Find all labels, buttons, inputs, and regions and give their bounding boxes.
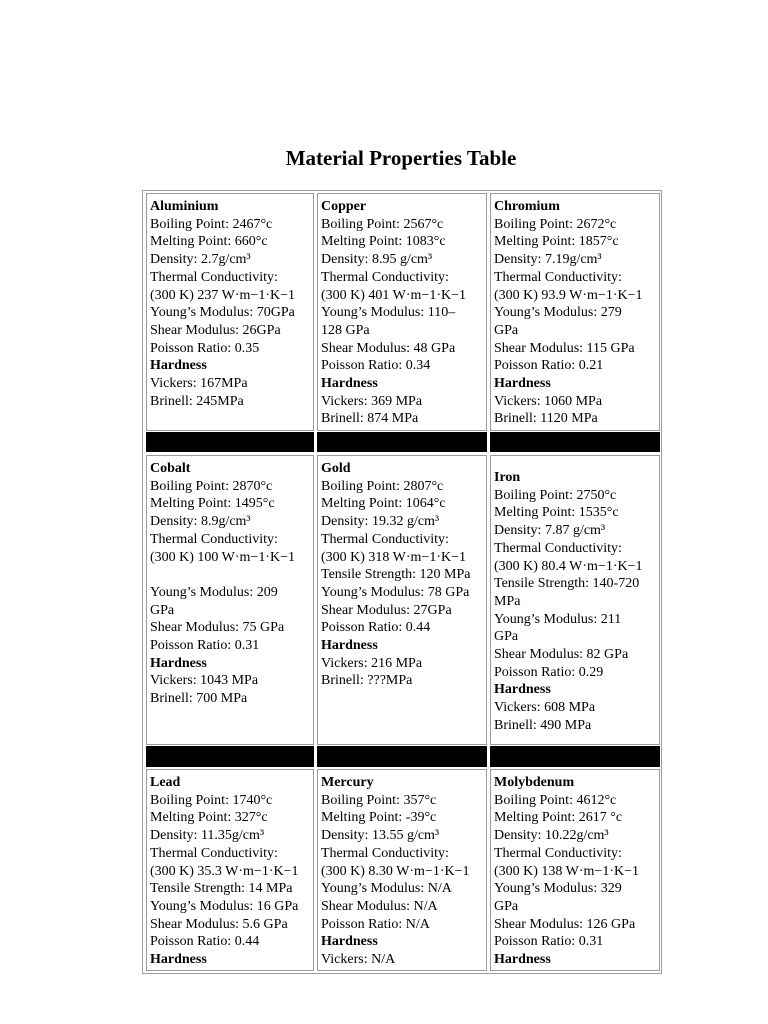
property-line: Young’s Modulus: 16 GPa (150, 898, 299, 914)
property-line: Poisson Ratio: 0.34 (321, 358, 431, 374)
row-separator-bar (490, 746, 660, 767)
material-name: Cobalt (150, 461, 191, 476)
property-line: Thermal Conductivity: (321, 531, 449, 547)
property-line: Young’s Modulus: 209 (150, 584, 278, 600)
property-line: Thermal Conductivity: (150, 845, 278, 861)
property-line: Tensile Strength: 140-720 (494, 576, 640, 592)
property-line: Thermal Conductivity: (494, 540, 622, 556)
row-separator-bar (317, 432, 487, 452)
property-line: (300 K) 237 W·m−1·K−1 (150, 287, 296, 303)
property-line: Shear Modulus: 126 GPa (494, 916, 636, 932)
property-line: Thermal Conductivity: (494, 845, 622, 861)
property-line: Boiling Point: 4612°c (494, 792, 617, 808)
property-line: Young’s Modulus: 110– (321, 305, 456, 321)
material-cell-chromium (490, 193, 660, 431)
property-line: Shear Modulus: 48 GPa (321, 340, 456, 356)
material-name: Gold (321, 461, 351, 476)
property-line: Thermal Conductivity: (494, 269, 622, 285)
property-line: GPa (150, 602, 175, 618)
hardness-line: Vickers: 608 MPa (494, 700, 596, 716)
hardness-line: Brinell: 1120 MPa (494, 411, 598, 427)
hardness-line: Vickers: 167MPa (150, 376, 248, 392)
property-line: Poisson Ratio: 0.44 (321, 620, 431, 636)
property-line: MPa (494, 593, 521, 609)
hardness-line: Brinell: 700 MPa (150, 691, 248, 707)
property-line: Young’s Modulus: N/A (321, 881, 452, 897)
property-line: Young’s Modulus: 329 (494, 881, 622, 897)
property-line: Young’s Modulus: 211 (494, 611, 622, 627)
hardness-heading: Hardness (494, 952, 551, 968)
material-name: Mercury (321, 775, 374, 790)
property-line: Shear Modulus: 27GPa (321, 602, 452, 618)
property-line: Poisson Ratio: 0.31 (494, 934, 604, 950)
property-line: Poisson Ratio: 0.44 (150, 934, 260, 950)
material-name: Copper (321, 199, 367, 214)
material-cell-cobalt (146, 455, 314, 745)
property-line: Shear Modulus: 5.6 GPa (150, 916, 288, 932)
property-line: Melting Point: 660°c (150, 234, 268, 250)
property-line: Density: 7.87 g/cm³ (494, 523, 606, 539)
property-line: Density: 10.22g/cm³ (494, 828, 609, 844)
property-line: Boiling Point: 2750°c (494, 487, 617, 503)
property-line: Thermal Conductivity: (321, 845, 449, 861)
hardness-line: Vickers: 1060 MPa (494, 393, 603, 409)
row-separator-bar (146, 432, 314, 452)
property-line: Melting Point: 1064°c (321, 496, 446, 512)
page-title: Material Properties Table (285, 146, 517, 170)
material-name: Aluminium (150, 199, 219, 214)
hardness-heading: Hardness (494, 682, 551, 698)
property-line: Boiling Point: 357°c (321, 792, 437, 808)
property-line: (300 K) 8.30 W·m−1·K−1 (321, 863, 470, 879)
property-line: (300 K) 318 W·m−1·K−1 (321, 549, 467, 565)
properties-table (142, 190, 662, 974)
hardness-heading: Hardness (321, 376, 378, 392)
material-name: Molybdenum (494, 775, 575, 790)
property-line: Boiling Point: 2870°c (150, 478, 273, 494)
material-name: Chromium (494, 199, 560, 214)
property-line: Poisson Ratio: 0.35 (150, 340, 260, 356)
property-line: Density: 13.55 g/cm³ (321, 828, 440, 844)
hardness-heading: Hardness (150, 655, 207, 671)
property-line: Boiling Point: 1740°c (150, 792, 273, 808)
property-line: Shear Modulus: 115 GPa (494, 340, 635, 356)
hardness-line: Vickers: 1043 MPa (150, 673, 259, 689)
hardness-heading: Hardness (321, 638, 378, 654)
property-line: Poisson Ratio: N/A (321, 916, 430, 932)
property-line: GPa (494, 322, 519, 338)
hardness-line: Brinell: 490 MPa (494, 717, 592, 733)
property-line: Melting Point: 1495°c (150, 496, 275, 512)
property-line: Melting Point: 1083°c (321, 234, 446, 250)
property-line: Shear Modulus: 75 GPa (150, 620, 285, 636)
property-line: Density: 8.95 g/cm³ (321, 252, 433, 268)
property-line: Poisson Ratio: 0.21 (494, 358, 604, 374)
material-name: Iron (494, 470, 521, 485)
property-line: (300 K) 100 W·m−1·K−1 (150, 549, 296, 565)
property-line: Shear Modulus: 26GPa (150, 322, 281, 338)
property-line: Young’s Modulus: 78 GPa (321, 584, 470, 600)
material-cell-molybdenum (490, 769, 660, 971)
property-line: Young’s Modulus: 279 (494, 305, 622, 321)
row-separator-bar (317, 746, 487, 767)
material-cell-iron (490, 455, 660, 745)
material-cell-mercury (317, 769, 487, 971)
property-line: Density: 8.9g/cm³ (150, 514, 251, 530)
property-line: (300 K) 93.9 W·m−1·K−1 (494, 287, 643, 303)
hardness-line: Brinell: 245MPa (150, 393, 244, 409)
property-line: Density: 2.7g/cm³ (150, 252, 251, 268)
property-line: Young’s Modulus: 70GPa (150, 305, 295, 321)
blank-line (150, 566, 311, 584)
hardness-heading: Hardness (321, 934, 378, 950)
property-line: Boiling Point: 2672°c (494, 216, 617, 232)
row-separator-bar (490, 432, 660, 452)
property-line: Thermal Conductivity: (321, 269, 449, 285)
property-line: Density: 11.35g/cm³ (150, 828, 265, 844)
material-cell-lead (146, 769, 314, 971)
row-separator-bar (146, 746, 314, 767)
hardness-heading: Hardness (150, 358, 207, 374)
property-line: Thermal Conductivity: (150, 269, 278, 285)
property-line: Shear Modulus: 82 GPa (494, 647, 629, 663)
property-line: Shear Modulus: N/A (321, 898, 438, 914)
property-line: GPa (494, 629, 519, 645)
hardness-line: Vickers: N/A (321, 952, 396, 968)
hardness-line: Vickers: 216 MPa (321, 655, 423, 671)
hardness-heading: Hardness (150, 952, 207, 968)
property-line: Melting Point: 1535°c (494, 505, 619, 521)
property-line: (300 K) 35.3 W·m−1·K−1 (150, 863, 299, 879)
hardness-line: Brinell: ???MPa (321, 673, 413, 689)
property-line: Poisson Ratio: 0.31 (150, 638, 260, 654)
property-line: Boiling Point: 2467°c (150, 216, 273, 232)
property-line: Tensile Strength: 14 MPa (150, 881, 293, 897)
property-line: Melting Point: 2617 °c (494, 810, 623, 826)
property-line: (300 K) 138 W·m−1·K−1 (494, 863, 640, 879)
property-line: (300 K) 80.4 W·m−1·K−1 (494, 558, 643, 574)
property-line: Melting Point: 327°c (150, 810, 268, 826)
property-line: Tensile Strength: 120 MPa (321, 567, 471, 583)
material-name: Lead (150, 775, 181, 790)
property-line: Density: 19.32 g/cm³ (321, 514, 440, 530)
material-cell-copper (317, 193, 487, 431)
material-cell-gold (317, 455, 487, 745)
hardness-line: Vickers: 369 MPa (321, 393, 423, 409)
property-line: Poisson Ratio: 0.29 (494, 664, 604, 680)
hardness-heading: Hardness (494, 376, 551, 392)
material-cell-aluminium (146, 193, 314, 431)
property-line: Melting Point: 1857°c (494, 234, 619, 250)
property-line: Density: 7.19g/cm³ (494, 252, 602, 268)
hardness-line: Brinell: 874 MPa (321, 411, 419, 427)
property-line: Boiling Point: 2567°c (321, 216, 444, 232)
property-line: Boiling Point: 2807°c (321, 478, 444, 494)
property-line: GPa (494, 898, 519, 914)
property-line: Melting Point: -39°c (321, 810, 437, 826)
property-line: Thermal Conductivity: (150, 531, 278, 547)
property-line: 128 GPa (321, 322, 370, 338)
property-line: (300 K) 401 W·m−1·K−1 (321, 287, 467, 303)
